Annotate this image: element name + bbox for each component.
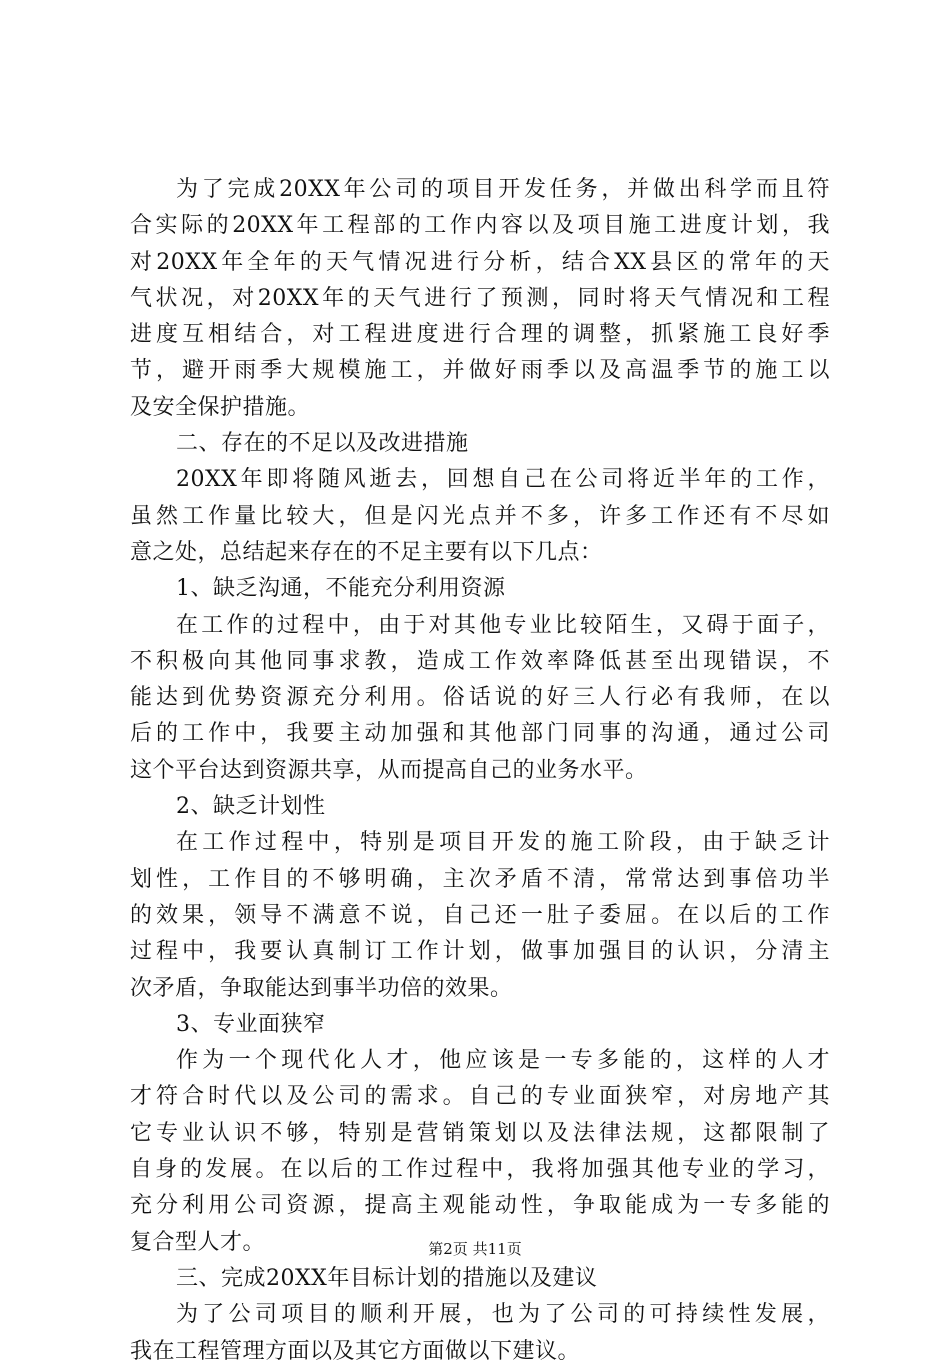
text-line: 进度互相结合，对工程进度进行合理的调整，抓紧施工良好季	[130, 322, 830, 348]
text-line: 充分利用公司资源，提高主观能动性，争取能成为一专多能的	[130, 1193, 830, 1219]
paragraph	[130, 462, 830, 571]
text-line: 意之处，总结起来存在的不足主要有以下几点：	[130, 539, 603, 565]
text-line: 才符合时代以及公司的需求。自己的专业面狭窄，对房地产其	[130, 1084, 830, 1110]
text-line: 2、缺乏计划性	[176, 794, 326, 820]
text-line: 划性，工作目的不够明确，主次矛盾不清，常常达到事倍功半	[130, 866, 830, 892]
text-line: 合实际的20XX年工程部的工作内容以及项目施工进度计划，我	[130, 213, 830, 239]
text-line: 为了公司项目的顺利开展，也为了公司的可持续性发展，	[176, 1302, 830, 1328]
text-line: 自身的发展。在以后的工作过程中，我将加强其他专业的学习，	[130, 1157, 830, 1183]
text-line: 我在工程管理方面以及其它方面做以下建议。	[130, 1338, 581, 1364]
paragraph	[130, 1007, 830, 1043]
text-line: 为了完成20XX年公司的项目开发任务，并做出科学而且符	[176, 177, 830, 202]
document-body	[130, 172, 830, 1370]
text-line: 它专业认识不够，特别是营销策划以及法律法规，这都限制了	[130, 1120, 830, 1146]
text-line: 节，避开雨季大规模施工，并做好雨季以及高温季节的施工以	[130, 358, 830, 384]
text-line: 虽然工作量比较大，但是闪光点并不多，许多工作还有不尽如	[130, 503, 830, 529]
text-line: 在工作的过程中，由于对其他专业比较陌生，又碍于面子，	[176, 612, 830, 638]
text-line: 3、专业面狭窄	[176, 1011, 326, 1037]
text-line: 三、完成20XX年目标计划的措施以及建议	[176, 1265, 598, 1291]
paragraph	[130, 571, 830, 607]
page-footer: 第2页 共11页	[428, 1240, 522, 1258]
paragraph	[130, 789, 830, 825]
paragraph	[130, 1261, 830, 1297]
text-line: 二、存在的不足以及改进措施	[176, 431, 469, 457]
paragraph	[130, 1043, 830, 1261]
text-line: 在工作过程中，特别是项目开发的施工阶段，由于缺乏计	[176, 830, 830, 856]
paragraph	[130, 1297, 830, 1370]
text-line: 后的工作中，我要主动加强和其他部门同事的沟通，通过公司	[130, 721, 830, 747]
paragraph	[130, 825, 830, 1006]
text-line: 气状况，对20XX年的天气进行了预测，同时将天气情况和工程	[130, 285, 830, 311]
text-line: 的效果，领导不满意不说，自己还一肚子委屈。在以后的工作	[130, 902, 830, 928]
text-line: 次矛盾，争取能达到事半功倍的效果。	[130, 975, 513, 1001]
text-line: 复合型人才。	[130, 1229, 266, 1255]
text-line: 这个平台达到资源共享，从而提高自己的业务水平。	[130, 757, 648, 783]
text-line: 不积极向其他同事求教，造成工作效率降低甚至出现错误，不	[130, 648, 830, 674]
paragraph	[130, 608, 830, 789]
paragraph	[130, 172, 830, 426]
text-line: 作为一个现代化人才，他应该是一专多能的，这样的人才	[176, 1048, 830, 1074]
text-line: 及安全保护措施。	[130, 394, 311, 420]
paragraph	[130, 426, 830, 462]
text-line: 20XX年即将随风逝去，回想自己在公司将近半年的工作，	[176, 467, 830, 493]
text-line: 能达到优势资源充分利用。俗话说的好三人行必有我师，在以	[130, 685, 830, 711]
text-line: 对20XX年全年的天气情况进行分析，结合XX县区的常年的天	[130, 249, 830, 275]
text-line: 1、缺乏沟通，不能充分利用资源	[176, 576, 506, 602]
text-line: 过程中，我要认真制订工作计划，做事加强目的认识，分清主	[130, 939, 830, 965]
